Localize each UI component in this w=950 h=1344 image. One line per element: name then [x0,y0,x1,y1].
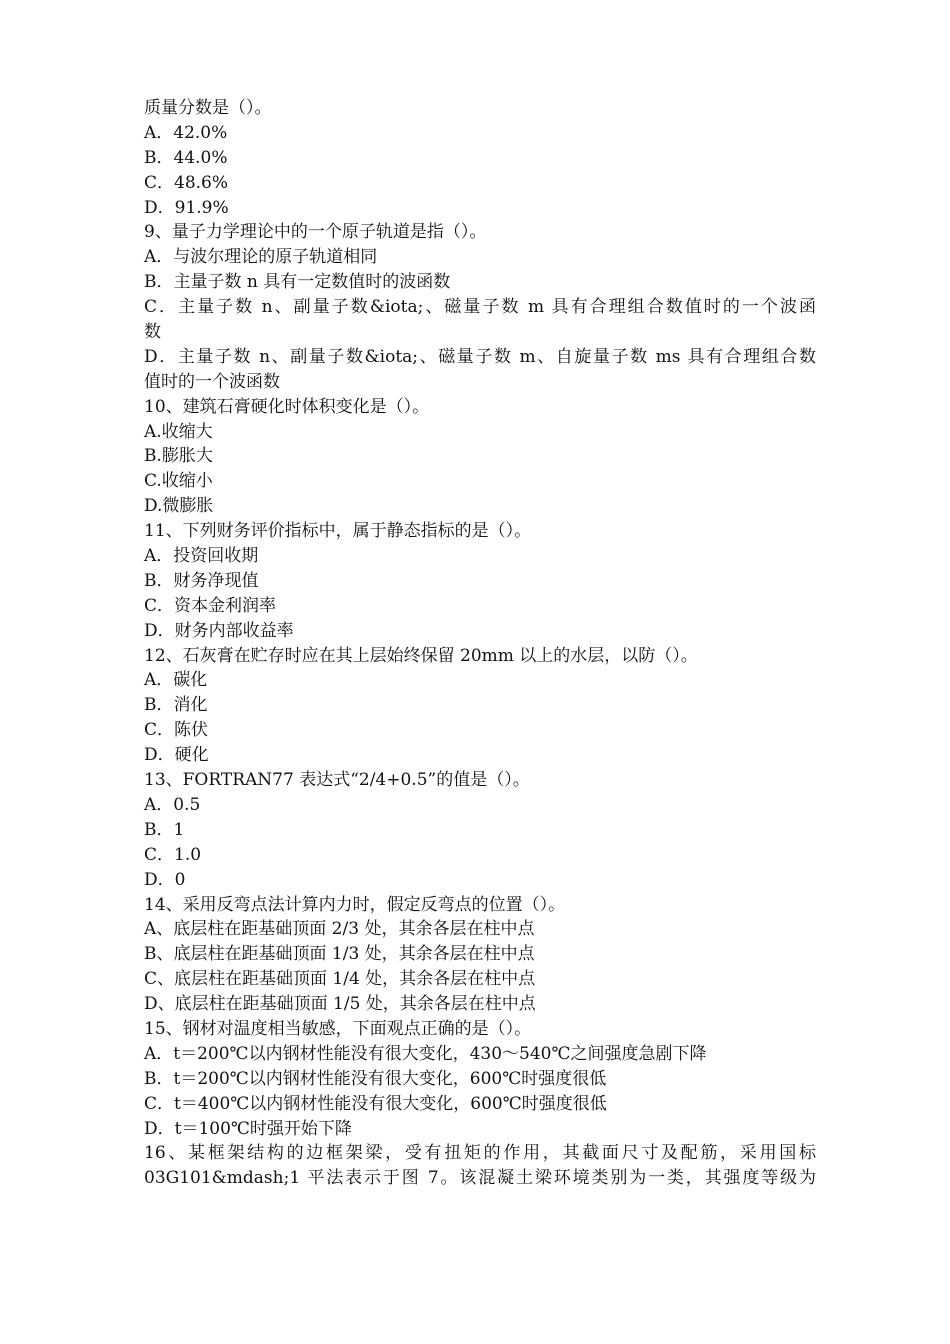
option-line: C．1.0 [144,844,202,865]
option-line: C．资本金利润率 [144,595,277,616]
option-line: D．91.9% [144,197,229,218]
question-line: 15、钢材对温度相当敏感，下面观点正确的是（）。 [144,1018,532,1039]
option-line: A．t＝200℃以内钢材性能没有很大变化，430～540℃之间强度急剧下降 [144,1043,707,1064]
option-line: C.收缩小 [144,471,213,492]
option-line: B．1 [144,819,185,840]
option-line: B.膨胀大 [144,446,213,467]
option-line: D.微膨胀 [144,496,214,517]
option-line: A.收缩大 [144,421,213,442]
option-line: A、底层柱在距基础顶面 2/3 处，其余各层在柱中点 [144,919,535,940]
option-line: B．44.0% [144,147,228,168]
option-line: C．48.6% [144,172,229,193]
option-line: A．42.0% [144,122,228,143]
option-line: A．碳化 [144,670,208,691]
option-line: B．财务净现值 [144,570,259,591]
option-line: A．0.5 [144,794,201,815]
question-line: 12、石灰膏在贮存时应在其上层始终保留 20mm 以上的水层，以防（）。 [144,645,698,666]
option-line: C．陈伏 [144,720,209,741]
option-line: C、底层柱在距基础顶面 1/4 处，其余各层在柱中点 [144,969,536,990]
question-line-continuation: 03G101&mdash;1 平法表示于图 7。该混凝土梁环境类别为一类，其强度等级为 [144,1168,816,1189]
option-line: B．主量子数 n 具有一定数值时的波函数 [144,272,451,293]
option-line: D．硬化 [144,745,209,766]
text-line: 质量分数是（）。 [144,98,272,118]
option-line: C．t＝400℃以内钢材性能没有很大变化，600℃时强度很低 [144,1093,607,1114]
option-line: B．消化 [144,695,208,716]
question-line: 11、下列财务评价指标中，属于静态指标的是（）。 [144,521,532,542]
question-line: 13、FORTRAN77 表达式“2/4+0.5”的值是（）。 [144,770,530,791]
question-line: 16、某框架结构的边框架梁，受有扭矩的作用，其截面尺寸及配筋，采用国标 [144,1143,816,1164]
option-line-continuation: 数 [144,322,161,343]
option-line: D．主量子数 n、副量子数&iota;、磁量子数 m、自旋量子数 ms 具有合理组合数 [144,346,816,367]
option-line-continuation: 值时的一个波函数 [144,371,280,392]
option-line: D、底层柱在距基础顶面 1/5 处，其余各层在柱中点 [144,994,536,1015]
document-page [144,96,816,1191]
option-line: D．财务内部收益率 [144,620,294,641]
option-line: A．投资回收期 [144,546,259,567]
option-line: B．t＝200℃以内钢材性能没有很大变化，600℃时强度很低 [144,1068,607,1089]
question-line: 10、建筑石膏硬化时体积变化是（）。 [144,396,430,417]
option-line: B、底层柱在距基础顶面 1/3 处，其余各层在柱中点 [144,944,535,965]
option-line: D．t＝100℃时强开始下降 [144,1118,352,1139]
option-line: D．0 [144,869,186,890]
option-line: A．与波尔理论的原子轨道相同 [144,247,378,268]
option-line: C．主量子数 n、副量子数&iota;、磁量子数 m 具有合理组合数值时的一个波函 [144,297,816,318]
question-line: 9、量子力学理论中的一个原子轨道是指（）。 [144,222,487,243]
question-line: 14、采用反弯点法计算内力时，假定反弯点的位置（）。 [144,894,566,915]
